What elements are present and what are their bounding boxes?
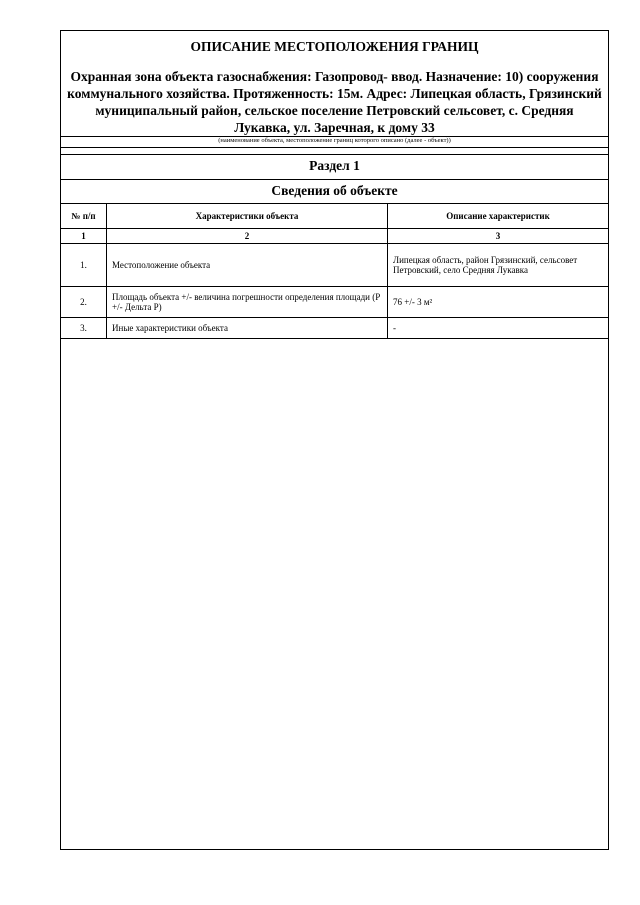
table-header: № п/п xyxy=(61,204,107,229)
table-row xyxy=(61,287,608,318)
row-name: Площадь объекта +/- величина погрешности определения площади (Р +/- Дельта Р) xyxy=(107,287,388,318)
divider xyxy=(61,154,608,155)
row-value: 76 +/- 3 м² xyxy=(388,287,609,318)
divider xyxy=(61,179,608,180)
table-header: Характеристики объекта xyxy=(107,204,388,229)
column-number: 3 xyxy=(388,229,609,244)
divider xyxy=(61,147,608,148)
section-title: Раздел 1 xyxy=(309,158,360,173)
row-name: Иные характеристики объекта xyxy=(107,318,388,339)
table-header: Описание характеристик xyxy=(388,204,609,229)
table-header-row xyxy=(61,204,608,229)
row-value: - xyxy=(388,318,609,339)
row-number: 2. xyxy=(61,287,107,318)
column-number-row xyxy=(61,229,608,244)
row-number: 3. xyxy=(61,318,107,339)
document-frame xyxy=(60,30,609,850)
table-row xyxy=(61,318,608,339)
object-note: (наименование объекта, местоположение границ которого описано (далее - объект)) xyxy=(218,137,451,144)
row-name: Местоположение объекта xyxy=(107,244,388,287)
object-name: Охранная зона объекта газоснабжения: Газопровод- ввод. Назначение: 10) сооружения коммунального хозяйства. Протяженность: 15м. Адрес: Липецкая область, Грязинский муниципальный район, сельское поселение Петровский сельсовет, с. Средняя Лукавка, ул. Заречная, к дому 33 xyxy=(67,69,602,135)
row-value: Липецкая область, район Грязинский, сельсовет Петровский, село Средняя Лукавка xyxy=(388,244,609,287)
document-title: ОПИСАНИЕ МЕСТОПОЛОЖЕНИЯ ГРАНИЦ xyxy=(190,39,479,54)
column-number: 2 xyxy=(107,229,388,244)
object-table xyxy=(61,203,608,339)
row-number: 1. xyxy=(61,244,107,287)
table-row xyxy=(61,244,608,287)
column-number: 1 xyxy=(61,229,107,244)
section-subtitle: Сведения об объекте xyxy=(271,183,398,198)
